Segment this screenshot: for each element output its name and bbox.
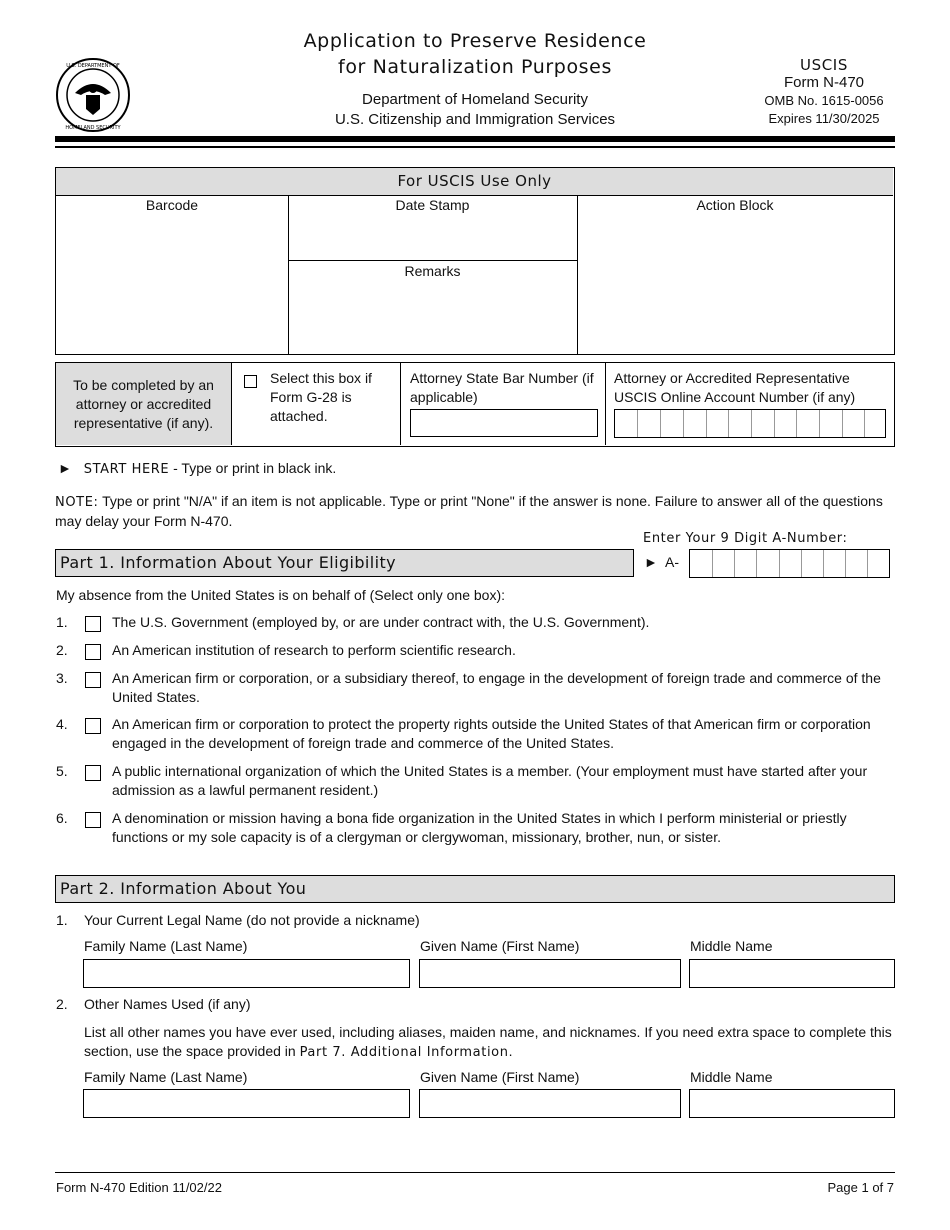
other-middle-name-label: Middle Name bbox=[690, 1069, 773, 1085]
expiration-date: Expires 11/30/2025 bbox=[768, 111, 880, 126]
form-title bbox=[300, 28, 650, 80]
current-given-name-input[interactable] bbox=[419, 959, 681, 988]
divider bbox=[577, 195, 578, 354]
divider bbox=[288, 260, 577, 261]
item-text: The U.S. Government (employed by, or are under contract with, the U.S. Government). bbox=[112, 614, 650, 630]
item-number: 2. bbox=[56, 642, 68, 658]
item-number: 5. bbox=[56, 763, 68, 779]
current-middle-name-input[interactable] bbox=[689, 959, 895, 988]
current-family-name-label: Family Name (Last Name) bbox=[84, 938, 248, 954]
note-label: NOTE: bbox=[55, 495, 99, 510]
g28-label: Select this box if Form G-28 is attached. bbox=[270, 370, 372, 424]
agency-name: U.S. Citizenship and Immigration Services bbox=[334, 111, 616, 128]
item-number: 6. bbox=[56, 810, 68, 826]
note-paragraph bbox=[55, 492, 895, 531]
a-number-prefix: A- bbox=[665, 554, 679, 570]
header-rule-thin bbox=[55, 146, 895, 148]
action-block-label: Action Block bbox=[696, 197, 774, 213]
other-middle-name-input[interactable] bbox=[689, 1089, 895, 1118]
part1-checkbox-5[interactable] bbox=[85, 765, 101, 781]
attorney-completion-note: To be completed by an attorney or accredited representative (if any). bbox=[56, 363, 232, 445]
current-given-name-label: Given Name (First Name) bbox=[420, 938, 580, 954]
a-number-arrow-icon: ► bbox=[644, 554, 658, 570]
form-identifier bbox=[754, 56, 894, 128]
start-here-text: - Type or print in black ink. bbox=[169, 460, 337, 476]
department-name: Department of Homeland Security bbox=[362, 91, 588, 108]
form-agency: USCIS bbox=[800, 56, 848, 74]
item-number: 1. bbox=[56, 614, 68, 630]
header-rule-thick bbox=[55, 136, 895, 142]
svg-text:U.S. DEPARTMENT OF: U.S. DEPARTMENT OF bbox=[66, 63, 120, 69]
title-line2: for Naturalization Purposes bbox=[338, 56, 612, 78]
item-number: 3. bbox=[56, 670, 68, 686]
item-text: An American firm or corporation to protect the property rights outside the United States of that American firm or corporation engaged in the development of foreign trade and commerce of the United States. bbox=[112, 716, 871, 751]
online-account-number-field[interactable] bbox=[614, 409, 886, 438]
start-here-line bbox=[58, 459, 336, 479]
other-given-name-label: Given Name (First Name) bbox=[420, 1069, 580, 1085]
remarks-label: Remarks bbox=[404, 263, 461, 279]
part1-intro: My absence from the United States is on behalf of (Select only one box): bbox=[56, 587, 506, 603]
other-family-name-input[interactable] bbox=[83, 1089, 410, 1118]
q2-number: 2. bbox=[56, 996, 68, 1012]
start-here-label: START HERE bbox=[83, 462, 170, 477]
part1-checkbox-2[interactable] bbox=[85, 644, 101, 660]
uscis-use-only-title: For USCIS Use Only bbox=[56, 168, 893, 196]
item-text: A public international organization of which the United States is a member. (Your employment must have started after your admission as a lawful permanent resident.) bbox=[112, 763, 868, 798]
note-text: Type or print "N/A" if an item is not applicable. Type or print "None" if the answer is none. Failure to answer all of the questions may delay your Form N-470. bbox=[55, 493, 883, 529]
q2-instr-text: List all other names you have ever used, including aliases, maiden name, and nicknames. If you need extra space to complete this section, use the space provided in bbox=[84, 1024, 892, 1059]
current-middle-name-label: Middle Name bbox=[690, 938, 773, 954]
footer-form-edition: Form N-470 Edition 11/02/22 bbox=[56, 1180, 222, 1195]
part1-checkbox-1[interactable] bbox=[85, 616, 101, 632]
attorney-section bbox=[55, 362, 895, 447]
title-line1: Application to Preserve Residence bbox=[303, 30, 647, 52]
q2-instr-reference: Part 7. Additional Information bbox=[299, 1045, 509, 1060]
q2-instr-end: . bbox=[508, 1043, 513, 1059]
item-text: A denomination or mission having a bona fide organization in the United States in which I perform ministerial or priestly functions or my sole capacity is of a clergyman or clergywoman, missionary, brother, nun, or sister. bbox=[112, 810, 847, 845]
start-arrow-icon: ► bbox=[58, 460, 72, 476]
current-family-name-input[interactable] bbox=[83, 959, 410, 988]
g28-checkbox[interactable] bbox=[244, 375, 257, 388]
part1-header: Part 1. Information About Your Eligibility bbox=[55, 549, 634, 577]
a-number-field[interactable] bbox=[689, 549, 890, 578]
footer-page-number: Page 1 of 7 bbox=[827, 1180, 894, 1195]
bar-number-field[interactable] bbox=[410, 409, 598, 437]
agency-block bbox=[300, 90, 650, 130]
svg-text:HOMELAND SECURITY: HOMELAND SECURITY bbox=[65, 125, 121, 131]
part2-header: Part 2. Information About You bbox=[55, 875, 895, 903]
q2-instructions bbox=[84, 1023, 896, 1062]
divider bbox=[400, 363, 401, 445]
date-stamp-label: Date Stamp bbox=[395, 197, 470, 213]
divider bbox=[605, 363, 606, 445]
q2-label: Other Names Used (if any) bbox=[84, 996, 251, 1012]
uscis-use-only-box bbox=[55, 167, 895, 355]
item-text: An American institution of research to perform scientific research. bbox=[112, 642, 516, 658]
form-number: Form N-470 bbox=[783, 74, 865, 91]
part1-checkbox-4[interactable] bbox=[85, 718, 101, 734]
footer-rule bbox=[55, 1172, 895, 1173]
online-account-label: Attorney or Accredited Representative USCIS Online Account Number (if any) bbox=[614, 370, 856, 405]
item-number: 4. bbox=[56, 716, 68, 732]
q1-label: Your Current Legal Name (do not provide a nickname) bbox=[84, 912, 420, 928]
other-given-name-input[interactable] bbox=[419, 1089, 681, 1118]
omb-number: OMB No. 1615-0056 bbox=[764, 93, 884, 108]
item-text: An American firm or corporation, or a subsidiary thereof, to engage in the development of foreign trade and commerce of the United States. bbox=[112, 670, 881, 705]
q1-number: 1. bbox=[56, 912, 68, 928]
a-number-label: Enter Your 9 Digit A-Number: bbox=[643, 531, 848, 546]
bar-number-label: Attorney State Bar Number (if applicable) bbox=[410, 370, 594, 405]
barcode-label: Barcode bbox=[145, 197, 199, 213]
other-family-name-label: Family Name (Last Name) bbox=[84, 1069, 248, 1085]
dhs-seal-logo bbox=[55, 57, 131, 133]
part1-checkbox-3[interactable] bbox=[85, 672, 101, 688]
part1-checkbox-6[interactable] bbox=[85, 812, 101, 828]
